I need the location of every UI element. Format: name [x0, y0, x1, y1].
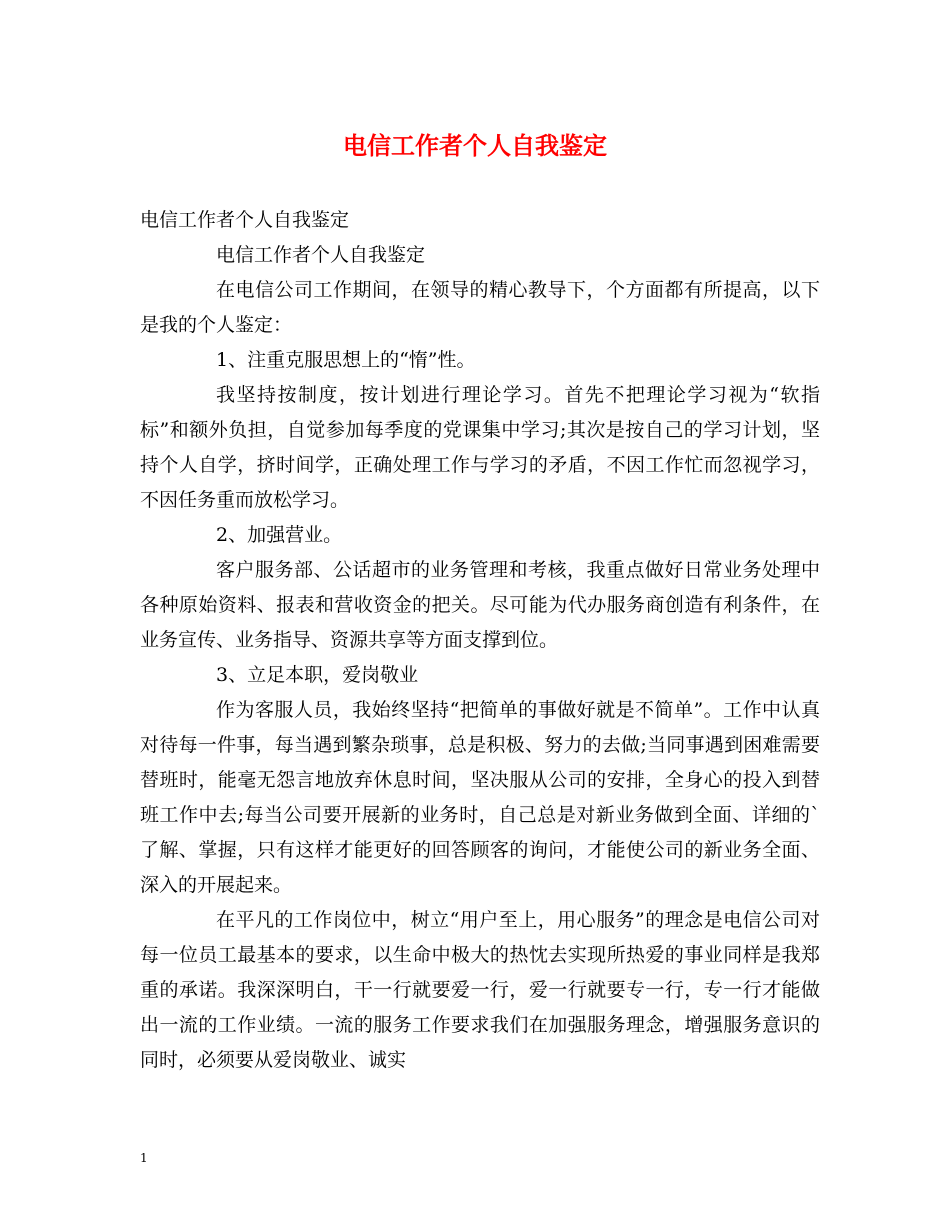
paragraph-commitment: 在平凡的工作岗位中，树立“用户至上，用心服务”的理念是电信公司对每一位员工最基本的要求，以生命中极大的热忱去实现所热爱的事业同样是我郑重的承诺。我深深明白，干一行就要爱一行，爱一行就要专一行，专一行才能做出一流的工作业绩。一流的服务工作要求我们在加强服务理念，增强服务意识的同时，必须要从爱岗敬业、诚实: [140, 909, 820, 1071]
paragraph-service: 作为客服人员，我始终坚持“把简单的事做好就是不简单”。工作中认真对待每一件事，每当遇到繁杂琐事，总是积极、努力的去做;当同事遇到困难需要替班时，能毫无怨言地放弃休息时间，坚决服从公司的安排，全身心的投入到替班工作中去;每当公司要开展新的业务时，自己总是对新业务做到全面、详细的`了解、掌握，只有这样才能更好的回答顾客的询问，才能使公司的新业务全面、深入的开展起来。: [140, 699, 820, 896]
paragraph-business: 客户服务部、公话超市的业务管理和考核，我重点做好日常业务处理中各种原始资料、报表和营收资金的把关。尽可能为代办服务商创造有利条件，在业务宣传、业务指导、资源共享等方面支撑到位。: [140, 559, 820, 651]
paragraph-heading: 电信工作者个人自我鉴定: [140, 209, 350, 231]
section-heading-1: 1、注重克服思想上的“惰”性。: [216, 349, 476, 371]
paragraph-subheading: 电信工作者个人自我鉴定: [216, 244, 426, 266]
document-body: [140, 203, 820, 1078]
paragraph-intro: 在电信公司工作期间，在领导的精心教导下，个方面都有所提高，以下是我的个人鉴定：: [140, 279, 820, 336]
section-heading-3: 3、立足本职，爱岗敬业: [216, 664, 419, 686]
document-title: 电信工作者个人自我鉴定: [343, 131, 607, 160]
paragraph-study: 我坚持按制度，按计划进行理论学习。首先不把理论学习视为“软指标”和额外负担，自觉参加每季度的党课集中学习;其次是按自己的学习计划，坚持个人自学，挤时间学，正确处理工作与学习的矛盾，不因工作忙而忽视学习，不因任务重而放松学习。: [140, 384, 820, 511]
section-heading-2: 2、加强营业。: [216, 524, 343, 546]
page-number: 1: [140, 1151, 148, 1165]
